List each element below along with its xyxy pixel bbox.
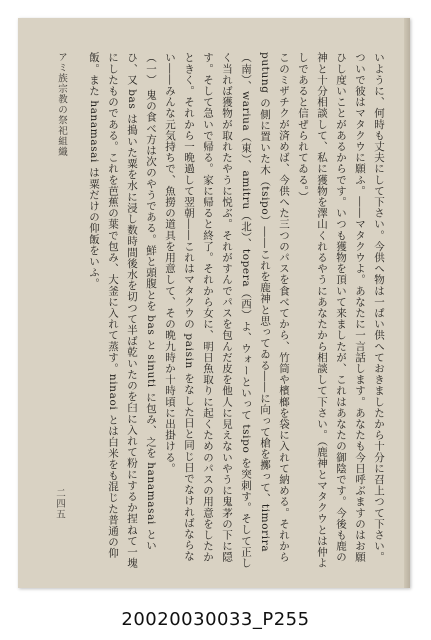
body-text — [76, 52, 388, 570]
image-id-caption: 20020030033_P255 — [121, 609, 310, 630]
page-edge — [404, 18, 410, 588]
paragraph: このミザチクが済めば、今供へた三つのパスを食べてから、竹筒や檳榔を袋に入れて納める。それから putung の側に置いた木（tsipo）――これを鹿神と思ってゐる――に向って槍を擲って、timorira（南）、wariua（東）、amitru（北）、topera（西）よ、ウォーといって tsipo を突刺す。そして正しく当れば獲物が取れたやうに悦ぶ。それがすんでパスを包んだ皮を他人に見えないやうに鬼茅の下に隠す。そして急いで帰る。家に帰ると終了。それから女に、明日魚取りに起くためのパスの用意をしたかときく。それから一晩過して翌朝――これはマタクウの paisin をなした日と同じ日でなければならない――みんな元気持ちで、魚撈の道具を用意して、その晩九時か十時頃に出掛ける。 — [164, 52, 290, 569]
paragraph: いように、何時も丈夫にして下さい。今供へ物は一ぱい供へておきましたから十分に召上つて下さい。 — [373, 52, 385, 563]
paragraph: ついで彼はマタクウに願ふ。――マタクウよ。あなたに一言話します。あなたも今日呼ぶますのはお願ひし度いことがあるからです。いつも獲物を頂いて来ましたが、これはあなたの御陰です。今後も鹿の神と十分相談して、私に獲物を澤山くれるやうにあなたから相談して下さい。（鹿神とマタクウとは仲よしであると信ぜられてゐる。） — [297, 52, 366, 569]
page-number: 二四五 — [54, 488, 65, 520]
book-page — [18, 18, 410, 588]
running-head: アミ族宗教の祭祀組織 — [56, 52, 67, 157]
footnote: （一） 鬼の食べ方は次のやうである。鮮と頭腹とを bas と sinuti に包み、之を hanamasai といひ、又 bas は搗いた粟を水に浸し数時間後水を切つて半ば乾いたのを臼に入れて粉にするか捏ねて一塊にしたものである。これを芭蕉の葉で包み、大釜に入れて蒸す。ninaoi とは白米をも混じた普通の仰飯。また hanamasai は粟だけの仰飯をいふ。 — [88, 52, 157, 569]
